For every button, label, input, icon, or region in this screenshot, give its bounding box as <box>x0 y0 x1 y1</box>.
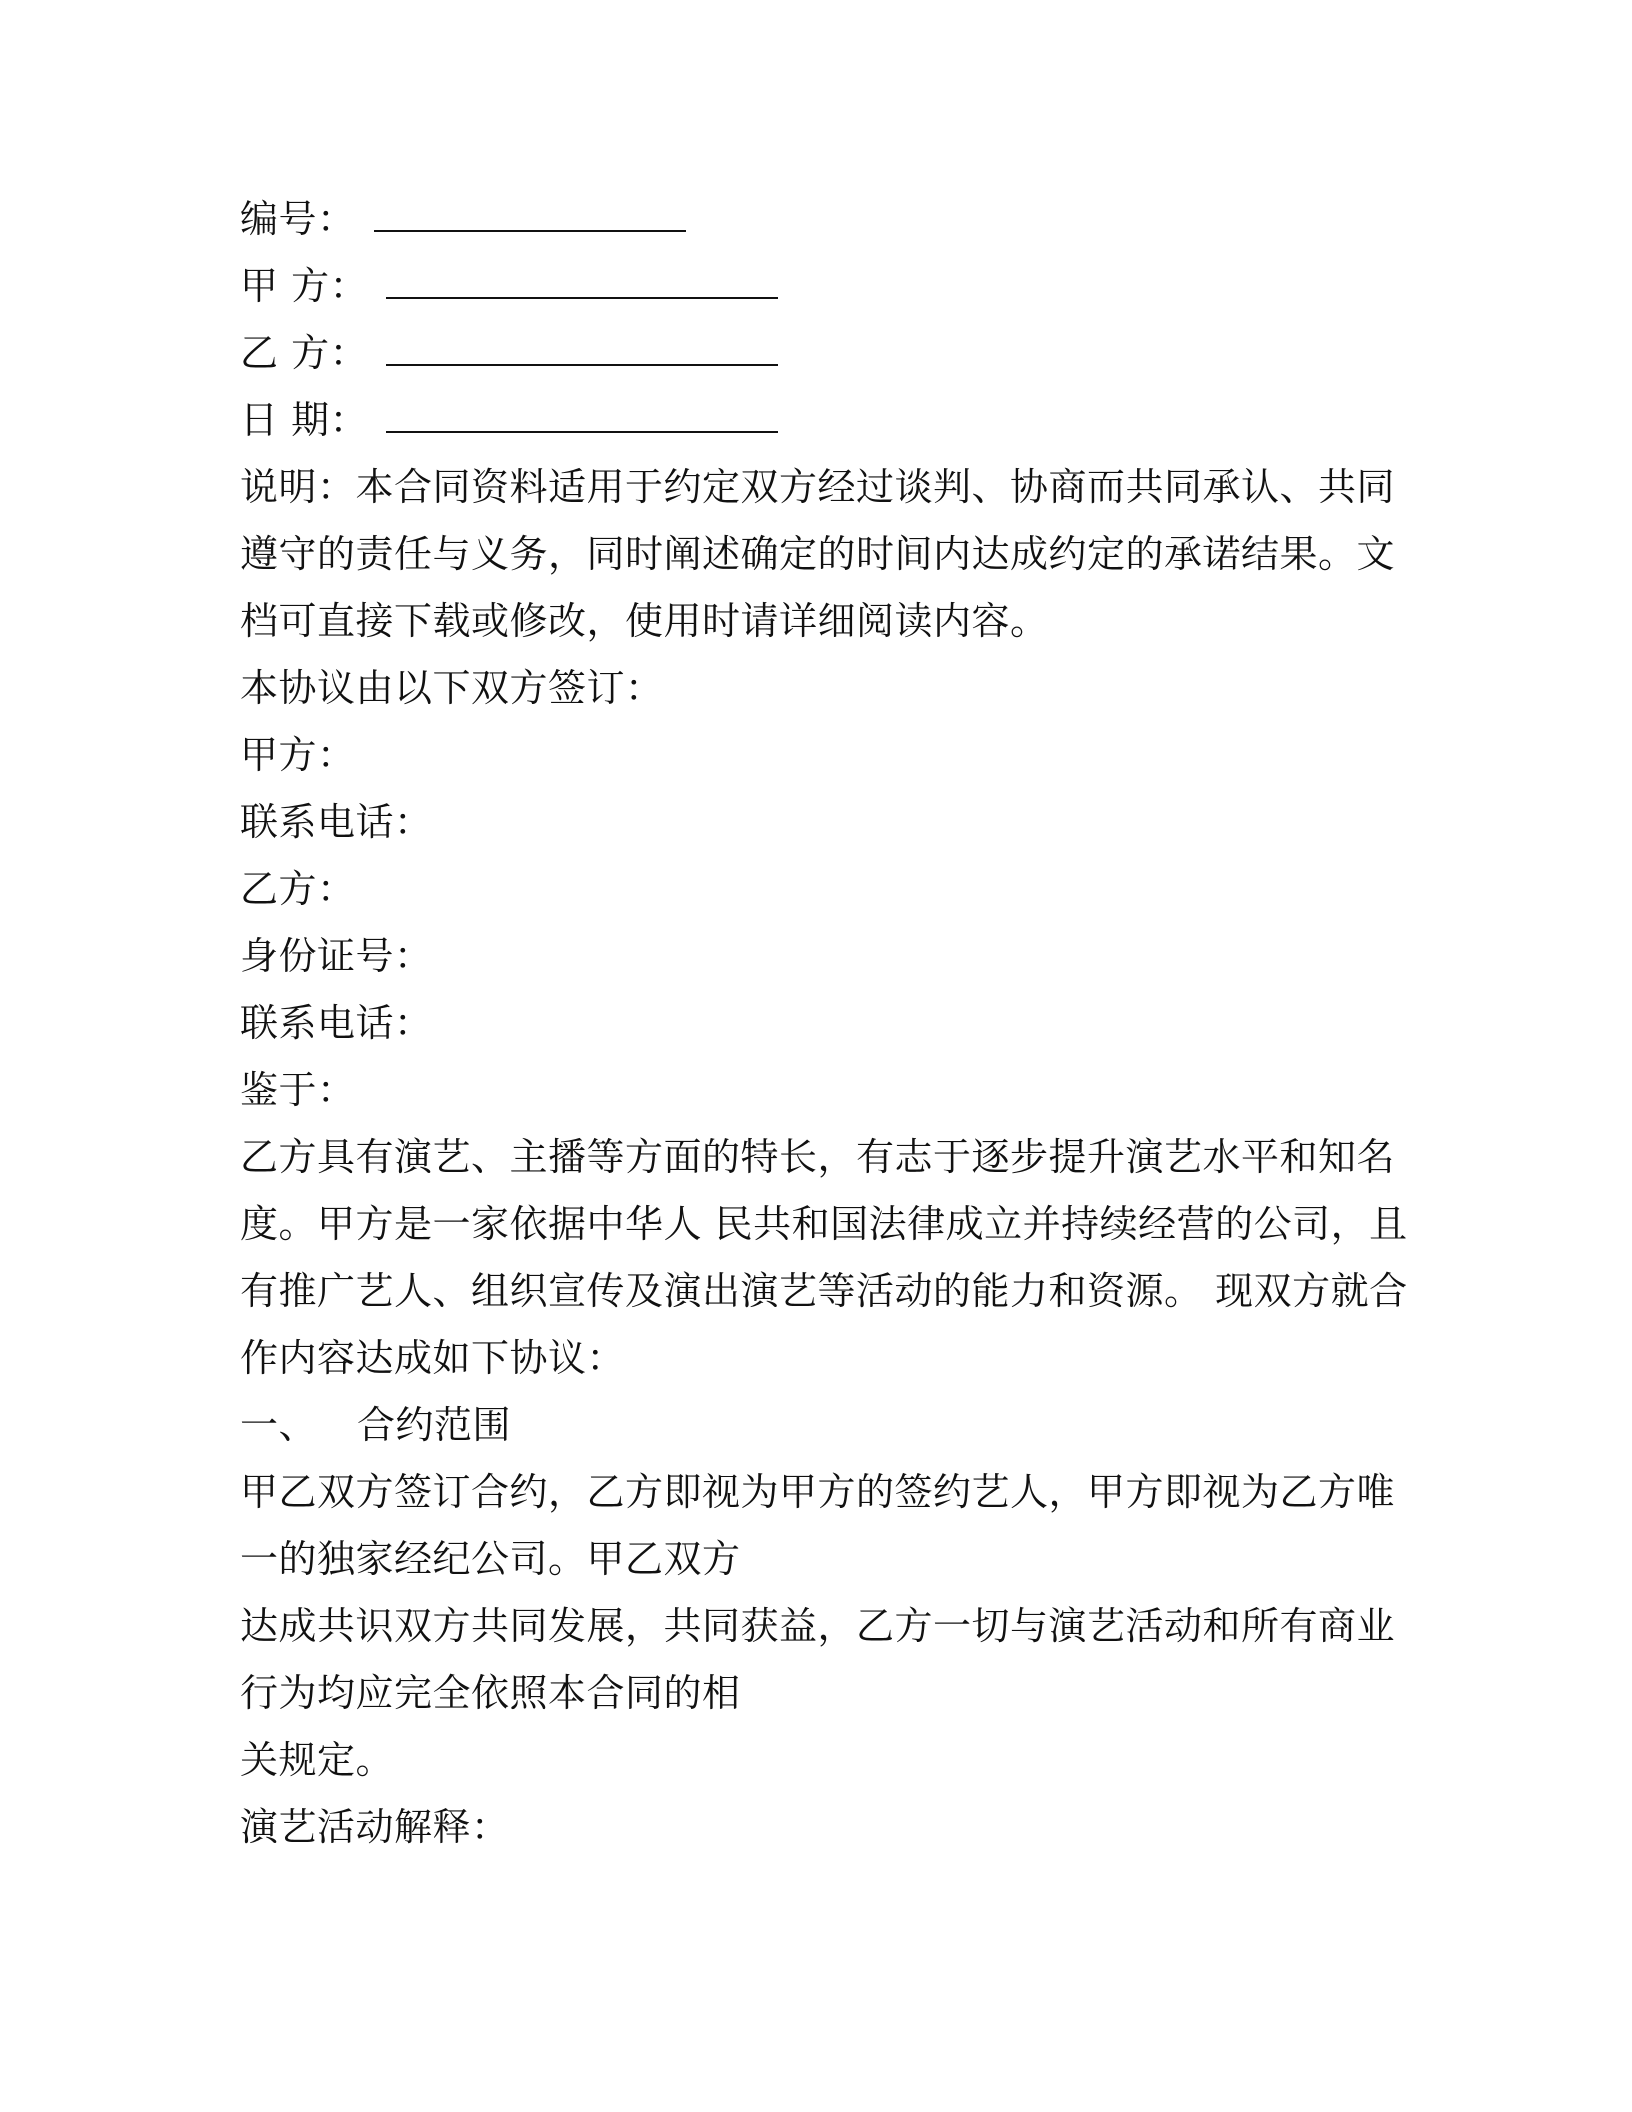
party-a-phone-label: 联系电话： <box>240 800 433 844</box>
field-date-label: 日 期： <box>240 398 369 442</box>
field-number <box>240 186 1360 253</box>
field-date-blank[interactable] <box>386 401 778 433</box>
party-b-phone-label: 联系电话： <box>240 1001 433 1045</box>
section-line: 行为均应完全依照本合同的相 <box>240 1671 741 1715</box>
section-line: 甲乙双方签订合约，乙方即视为甲方的签约艺人，甲方即视为乙方唯 <box>240 1470 1396 1514</box>
field-party-a-blank[interactable] <box>386 267 778 299</box>
whereas-label: 鉴于： <box>240 1068 356 1112</box>
document-body <box>240 186 1408 1861</box>
intro-line: 说明：本合同资料适用于约定双方经过谈判、协商而共同承认、共同 <box>240 465 1396 509</box>
field-party-b-label: 乙 方： <box>240 331 369 375</box>
whereas-line: 有推广艺人、组织宣传及演出演艺等活动的能力和资源。 现双方就合 <box>240 1269 1408 1313</box>
party-b-id-label: 身份证号： <box>240 934 433 978</box>
performance-label: 演艺活动解释： <box>240 1805 510 1849</box>
section-line: 一的独家经纪公司。甲乙双方 <box>240 1537 741 1581</box>
section-line: 关规定。 <box>240 1738 395 1782</box>
whereas-line: 乙方具有演艺、主播等方面的特长，有志于逐步提升演艺水平和知名 <box>240 1135 1396 1179</box>
section-heading <box>240 1392 1360 1459</box>
section-title: 合约范围 <box>357 1403 512 1447</box>
field-party-a-label: 甲 方： <box>240 264 369 308</box>
whereas-line: 作内容达成如下协议： <box>240 1336 626 1380</box>
whereas-line: 度。甲方是一家依据中华人 民共和国法律成立并持续经营的公司，且 <box>240 1202 1408 1246</box>
intro-line: 档可直接下载或修改，使用时请详细阅读内容。 <box>240 599 1049 643</box>
party-a-label: 甲方： <box>240 733 356 777</box>
section-line: 达成共识双方共同发展，共同获益，乙方一切与演艺活动和所有商业 <box>240 1604 1396 1648</box>
field-number-label: 编号： <box>240 197 356 241</box>
field-party-b <box>240 320 1360 387</box>
field-party-a <box>240 253 1360 320</box>
field-number-blank[interactable] <box>374 200 686 232</box>
field-party-b-blank[interactable] <box>386 334 778 366</box>
parties-intro: 本协议由以下双方签订： <box>240 666 664 710</box>
intro-line: 遵守的责任与义务，同时阐述确定的时间内达成约定的承诺结果。文 <box>240 532 1396 576</box>
section-number: 一、 <box>240 1403 318 1447</box>
party-b-label: 乙方： <box>240 867 356 911</box>
field-date <box>240 387 1360 454</box>
